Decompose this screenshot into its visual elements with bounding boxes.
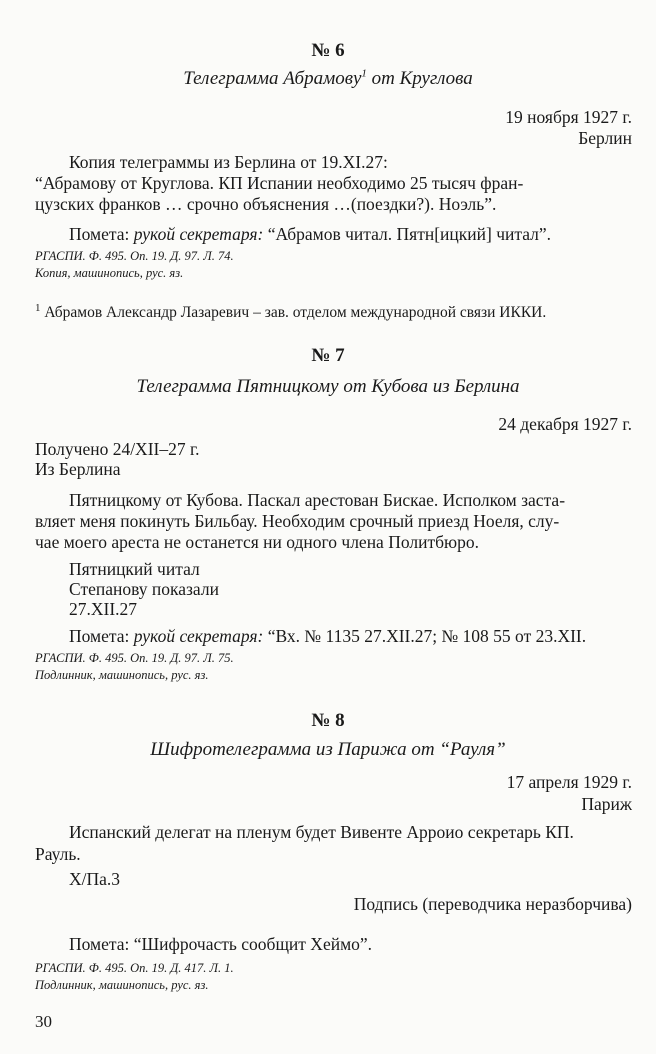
doc7-body-line-3: чае моего ареста не останется ни одного члена Политбюро. <box>35 532 479 552</box>
doc6-title-footnote-mark: 1 <box>361 67 367 80</box>
doc7-read-line-1: Пятницкий читал <box>69 559 200 579</box>
doc6-mark-text: “Абрамов читал. Пятн[ицкий] читал”. <box>263 224 552 244</box>
doc8-body-line-1: Испанский делегат на пленум будет Вивенте Арроио секретарь КП. <box>69 822 574 842</box>
doc6-title <box>0 69 656 89</box>
doc7-body-line-2: вляет меня покинуть Бильбау. Необходим срочный приезд Ноеля, слу- <box>35 511 560 531</box>
doc8-archive-ref: РГАСПИ. Ф. 495. Оп. 19. Д. 417. Л. 1. <box>35 961 234 975</box>
doc7-read-line-3: 27.XII.27 <box>69 599 138 619</box>
doc6-archive-ref: РГАСПИ. Ф. 495. Оп. 19. Д. 97. Л. 74. <box>35 249 234 263</box>
doc8-mark: Помета: “Шифрочасть сообщит Хеймо”. <box>69 934 373 954</box>
doc6-place: Берлин <box>578 128 632 148</box>
doc6-archive-type: Копия, машинопись, рус. яз. <box>35 266 184 280</box>
doc6-footnote-text: Абрамов Александр Лазаревич – зав. отделом международной связи ИККИ. <box>40 304 547 321</box>
doc6-mark-label: Помета: <box>69 224 134 244</box>
doc6-footnote <box>35 303 546 323</box>
doc7-archive-ref: РГАСПИ. Ф. 495. Оп. 19. Д. 97. Л. 75. <box>35 651 234 665</box>
doc7-heading: № 7 <box>311 345 345 366</box>
doc8-date: 17 апреля 1929 г. <box>506 772 632 792</box>
doc6-mark-italic: рукой секретаря: <box>133 224 264 244</box>
doc7-mark-italic: рукой секретаря: <box>133 626 264 646</box>
doc6-body-line-3: цузских франков … срочно объяснения …(поездки?). Ноэль”. <box>35 194 497 214</box>
doc7-mark-label: Помета: <box>69 626 134 646</box>
doc7-from: Из Берлина <box>35 459 121 479</box>
doc8-heading: № 8 <box>311 710 345 731</box>
doc8-body-line-2: Рауль. <box>35 844 81 864</box>
doc7-mark <box>69 626 586 646</box>
doc8-archive-type: Подлинник, машинопись, рус. яз. <box>35 978 209 992</box>
doc8-title: Шифротелеграмма из Парижа от “Рауля” <box>150 739 506 760</box>
doc8-place: Париж <box>581 794 632 814</box>
doc8-signature: Подпись (переводчика неразборчива) <box>353 894 632 914</box>
doc6-title-rest: от Круглова <box>366 68 473 89</box>
page-number: 30 <box>35 1012 52 1031</box>
doc7-body-line-1: Пятницкому от Кубова. Паскал арестован Бискае. Исполком заста- <box>69 490 566 510</box>
doc7-date: 24 декабря 1927 г. <box>498 414 632 434</box>
doc7-mark-text: “Вх. № 1135 27.XII.27; № 108 55 от 23.XII. <box>263 626 587 646</box>
doc7-title: Телеграмма Пятницкому от Кубова из Берлина <box>136 376 520 397</box>
doc8-code: Х/Па.3 <box>69 869 121 889</box>
doc6-heading: № 6 <box>311 40 345 61</box>
doc6-body-line-2: “Абрамову от Круглова. КП Испании необходимо 25 тысяч фран- <box>35 173 524 193</box>
doc6-title-main: Телеграмма Абрамову <box>183 68 362 89</box>
doc6-mark <box>69 224 551 244</box>
doc6-body-line-1: Копия телеграммы из Берлина от 19.XI.27: <box>69 152 388 172</box>
doc6-footnote-number: 1 <box>35 301 41 314</box>
doc6-date: 19 ноября 1927 г. <box>505 107 632 127</box>
doc7-received: Получено 24/XII–27 г. <box>35 439 200 459</box>
doc7-read-line-2: Степанову показали <box>69 579 219 599</box>
doc7-archive-type: Подлинник, машинопись, рус. яз. <box>35 668 209 682</box>
